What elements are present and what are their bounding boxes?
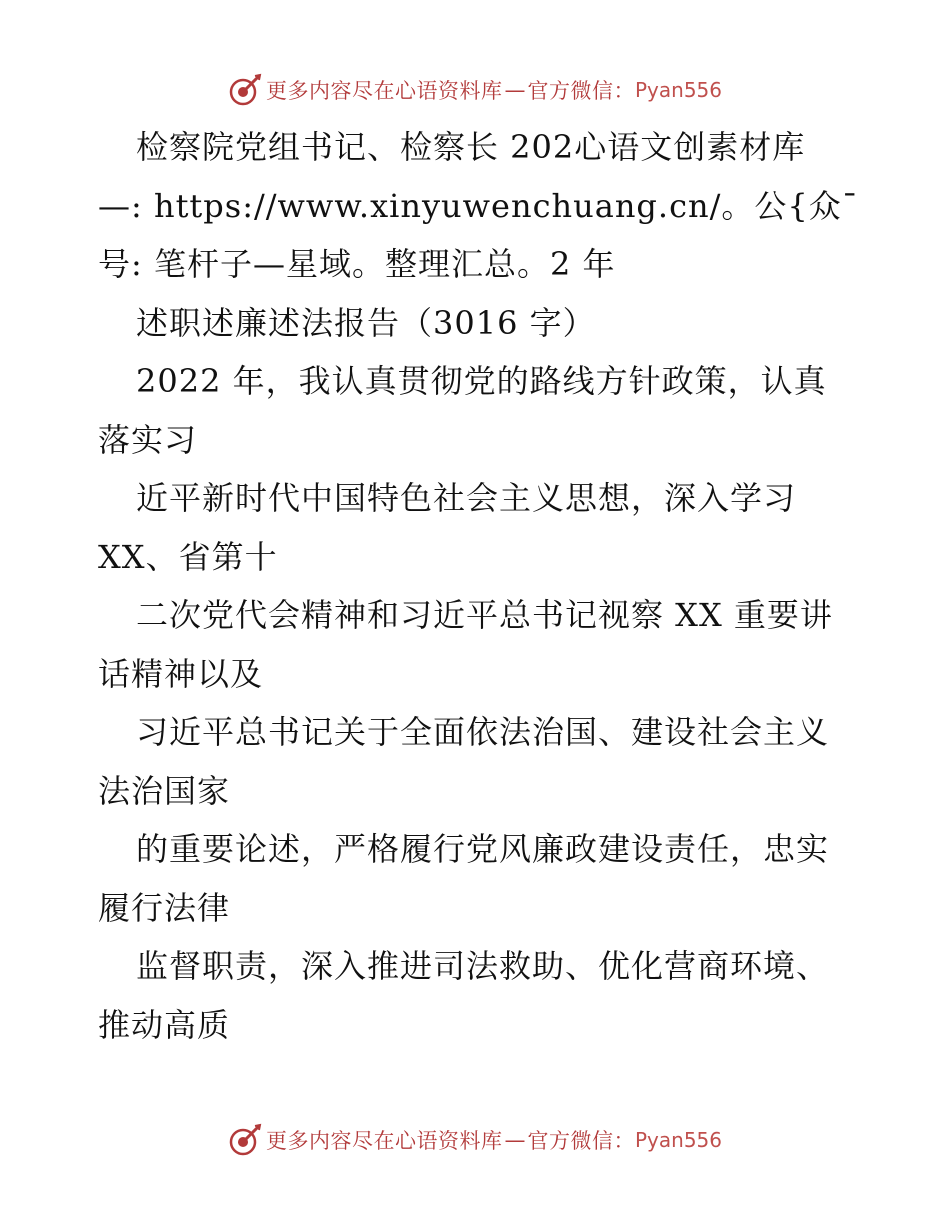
text-line: 履行法律 [98,888,231,927]
banner-separator: — [504,78,526,102]
text-line: 习近平总书记关于全面依法治国、建设社会主义 [136,713,830,751]
banner-wechat-label: 官方微信： [527,79,635,103]
text-line: 二次党代会精神和习近平总书记视察 XX 重要讲 [136,596,833,634]
header-watermark [0,70,950,110]
footer-watermark [0,1120,950,1160]
text-line: XX、省第十 [98,537,278,576]
text-line: 落实习 [98,420,198,459]
brand-logo-icon [228,1123,262,1157]
text-line: 2022 年，我认真贯彻党的路线方针政策，认真 [136,362,827,400]
banner-text: 更多内容尽在心语资料库 [265,79,503,103]
banner-account: Pyan556 [634,1128,722,1152]
text-line: —: https://www.xinyuwenchuang.cn/。公{众¯ [98,186,859,225]
text-line: 近平新时代中国特色社会主义思想，深入学习 [136,479,797,517]
banner-separator: — [504,1128,526,1152]
banner-text: 更多内容尽在心语资料库 [265,1129,503,1153]
text-line: 推动高质 [98,1005,231,1044]
banner-wechat-label: 官方微信： [527,1129,635,1153]
text-line: 监督职责，深入推进司法救助、优化营商环境、 [136,947,830,985]
banner-account: Pyan556 [634,78,722,102]
document-body [98,118,858,1054]
text-line: 话精神以及 [98,654,264,693]
brand-logo-icon [228,73,262,107]
text-line: 号: 笔杆子—星域。整理汇总。2 年 [98,245,616,283]
text-line: 法治国家 [98,771,231,810]
document-title: 述职述廉述法报告（3016 字） [136,303,596,342]
text-line: 检察院党组书记、检察长 202心语文创素材库 [136,128,806,166]
text-line: 的重要论述，严格履行党风廉政建设责任，忠实 [136,830,830,868]
